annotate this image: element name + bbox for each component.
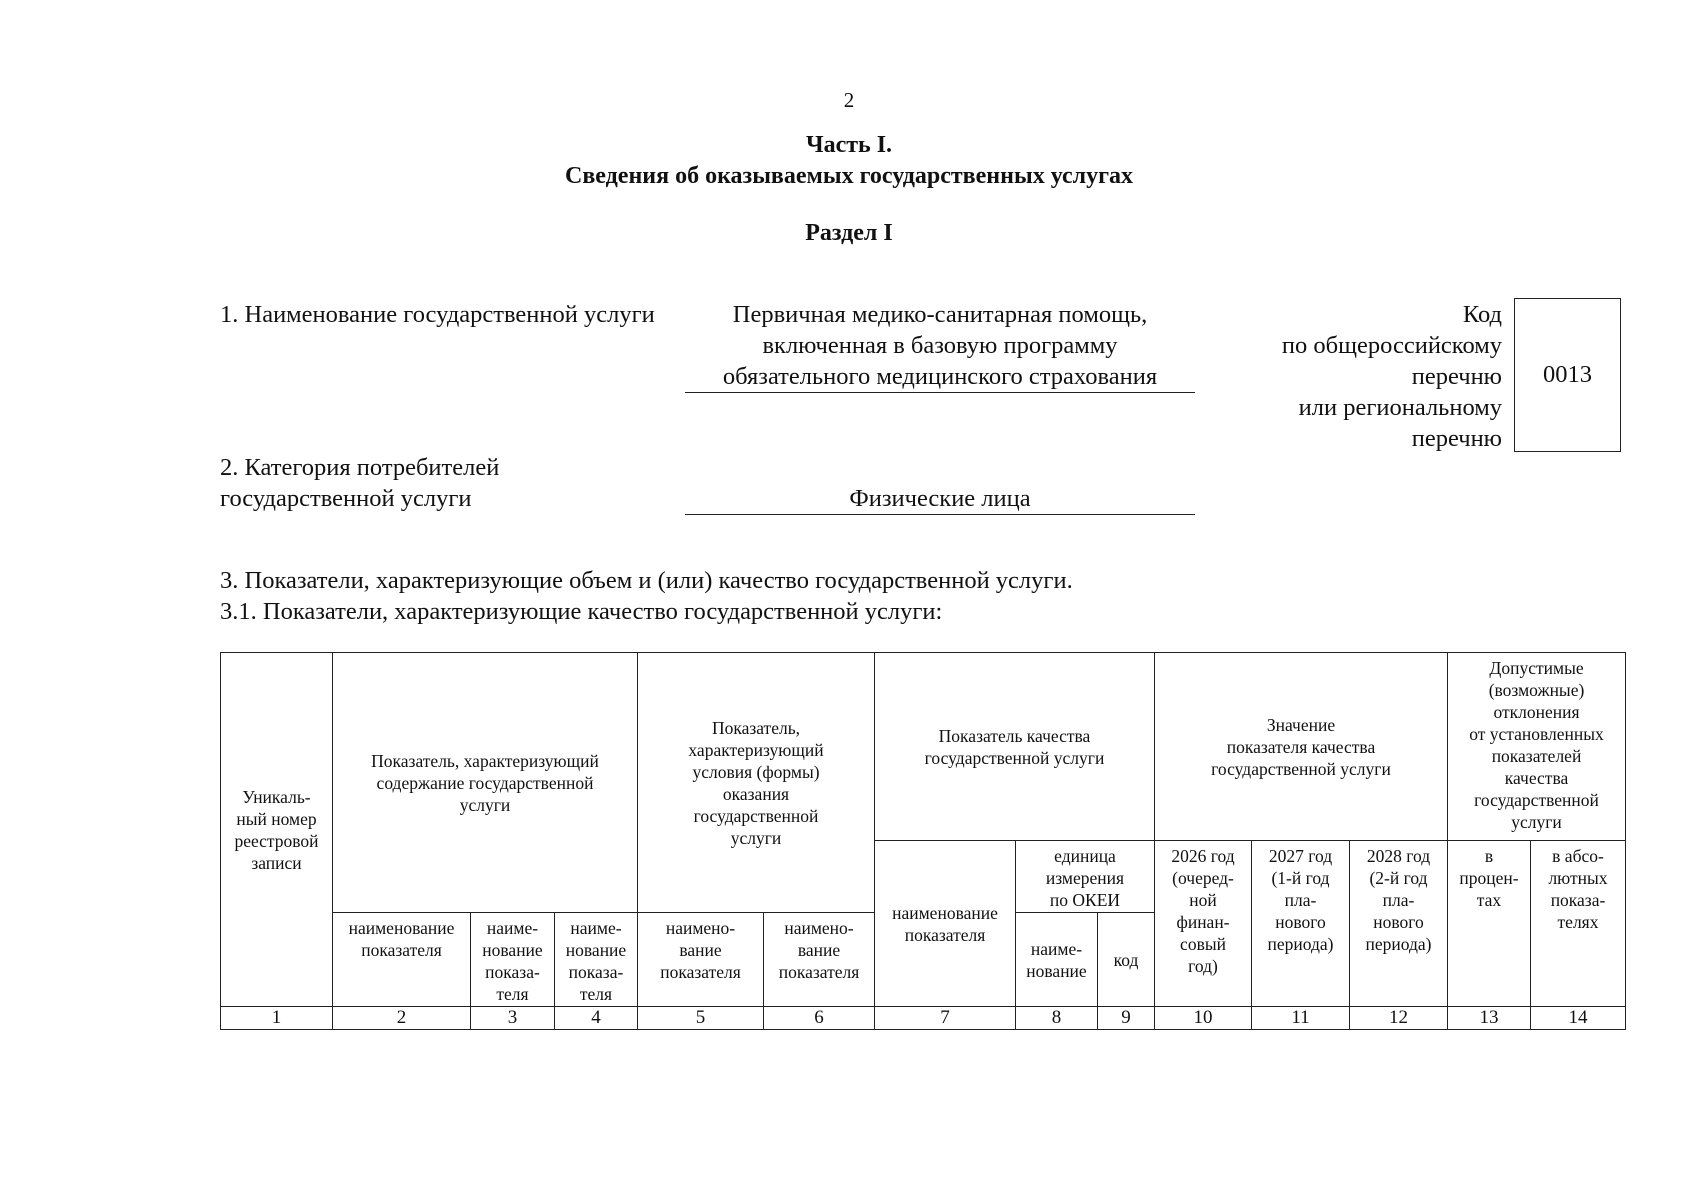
column-number: 3	[471, 1007, 555, 1030]
column-number: 13	[1448, 1007, 1531, 1030]
column-number: 7	[875, 1007, 1016, 1030]
item1-label: 1. Наименование государственной услуги	[220, 301, 655, 328]
column-number-row	[221, 1007, 1626, 1030]
item2-label-line-1: 2. Категория потребителей	[220, 454, 500, 481]
part-title: Часть I.	[805, 132, 893, 158]
column-number: 10	[1155, 1007, 1252, 1030]
column-number: 11	[1252, 1007, 1350, 1030]
registry-code-box	[1514, 298, 1621, 452]
code-label-line-2: по общероссийскому	[1281, 332, 1502, 359]
header-col3-name: наиме- нование показа- теля	[471, 913, 555, 1007]
column-number: 9	[1098, 1007, 1155, 1030]
service-name-line-1: Первичная медико-санитарная помощь,	[732, 301, 1148, 328]
consumer-category-value: Физические лица	[685, 484, 1195, 515]
header-col2-name: наименование показателя	[333, 913, 471, 1007]
header-quality-indicator: Показатель качества государственной услуги	[875, 653, 1155, 841]
header-indicator-name: наименование показателя	[875, 841, 1016, 1007]
header-deviation-absolute: в абсо- лютных показа- телях	[1531, 841, 1626, 1007]
header-year-2028: 2028 год (2-й год пла- нового периода)	[1350, 841, 1448, 1007]
header-year-2026: 2026 год (очеред- ной финан- совый год)	[1155, 841, 1252, 1007]
part-subtitle: Сведения об оказываемых государственных услугах	[565, 163, 1133, 189]
service-name-line-2: включенная в базовую программу	[762, 332, 1118, 359]
item2-label-line-2: государственной услуги	[220, 485, 472, 512]
header-unit-code: код	[1098, 913, 1155, 1007]
header-unit-name: наиме- нование	[1016, 913, 1098, 1007]
header-year-2027: 2027 год (1-й год пла- нового периода)	[1252, 841, 1350, 1007]
item3-heading: 3. Показатели, характеризующие объем и (или) качество государственной услуги.	[220, 567, 1073, 594]
column-number: 8	[1016, 1007, 1098, 1030]
header-col4-name: наиме- нование показа- теля	[555, 913, 638, 1007]
column-number: 5	[638, 1007, 764, 1030]
code-label-line-3: перечню	[1411, 363, 1502, 390]
header-allowed-deviation: Допустимые (возможные) отклонения от установленных показателей качества государственной услуги	[1448, 653, 1626, 841]
code-label-line-4: или региональному	[1298, 394, 1502, 421]
column-number: 12	[1350, 1007, 1448, 1030]
column-number: 1	[221, 1007, 333, 1030]
column-number: 6	[764, 1007, 875, 1030]
header-unique-number: Уникаль- ный номер реестровой записи	[221, 653, 333, 1007]
header-conditions-indicator: Показатель, характеризующий условия (формы) оказания государственной услуги	[638, 653, 875, 913]
code-label-line-1: Код	[1462, 301, 1502, 328]
header-quality-value: Значение показателя качества государственной услуги	[1155, 653, 1448, 841]
header-col5-name: наимено- вание показателя	[638, 913, 764, 1007]
quality-indicators-table	[220, 652, 1626, 1030]
section-title: Раздел I	[805, 220, 893, 246]
registry-code-value: 0013	[1543, 361, 1592, 388]
header-okei-unit: единица измерения по ОКЕИ	[1016, 841, 1155, 913]
code-label-line-5: перечню	[1411, 425, 1502, 452]
header-content-indicator: Показатель, характеризующий содержание государственной услуги	[333, 653, 638, 913]
header-col6-name: наимено- вание показателя	[764, 913, 875, 1007]
column-number: 14	[1531, 1007, 1626, 1030]
service-name-line-3: обязательного медицинского страхования	[685, 362, 1195, 393]
column-number: 4	[555, 1007, 638, 1030]
column-number: 2	[333, 1007, 471, 1030]
page-number: 2	[843, 88, 855, 112]
header-deviation-percent: в процен- тах	[1448, 841, 1531, 1007]
item3-1-heading: 3.1. Показатели, характеризующие качество государственной услуги:	[220, 598, 943, 625]
